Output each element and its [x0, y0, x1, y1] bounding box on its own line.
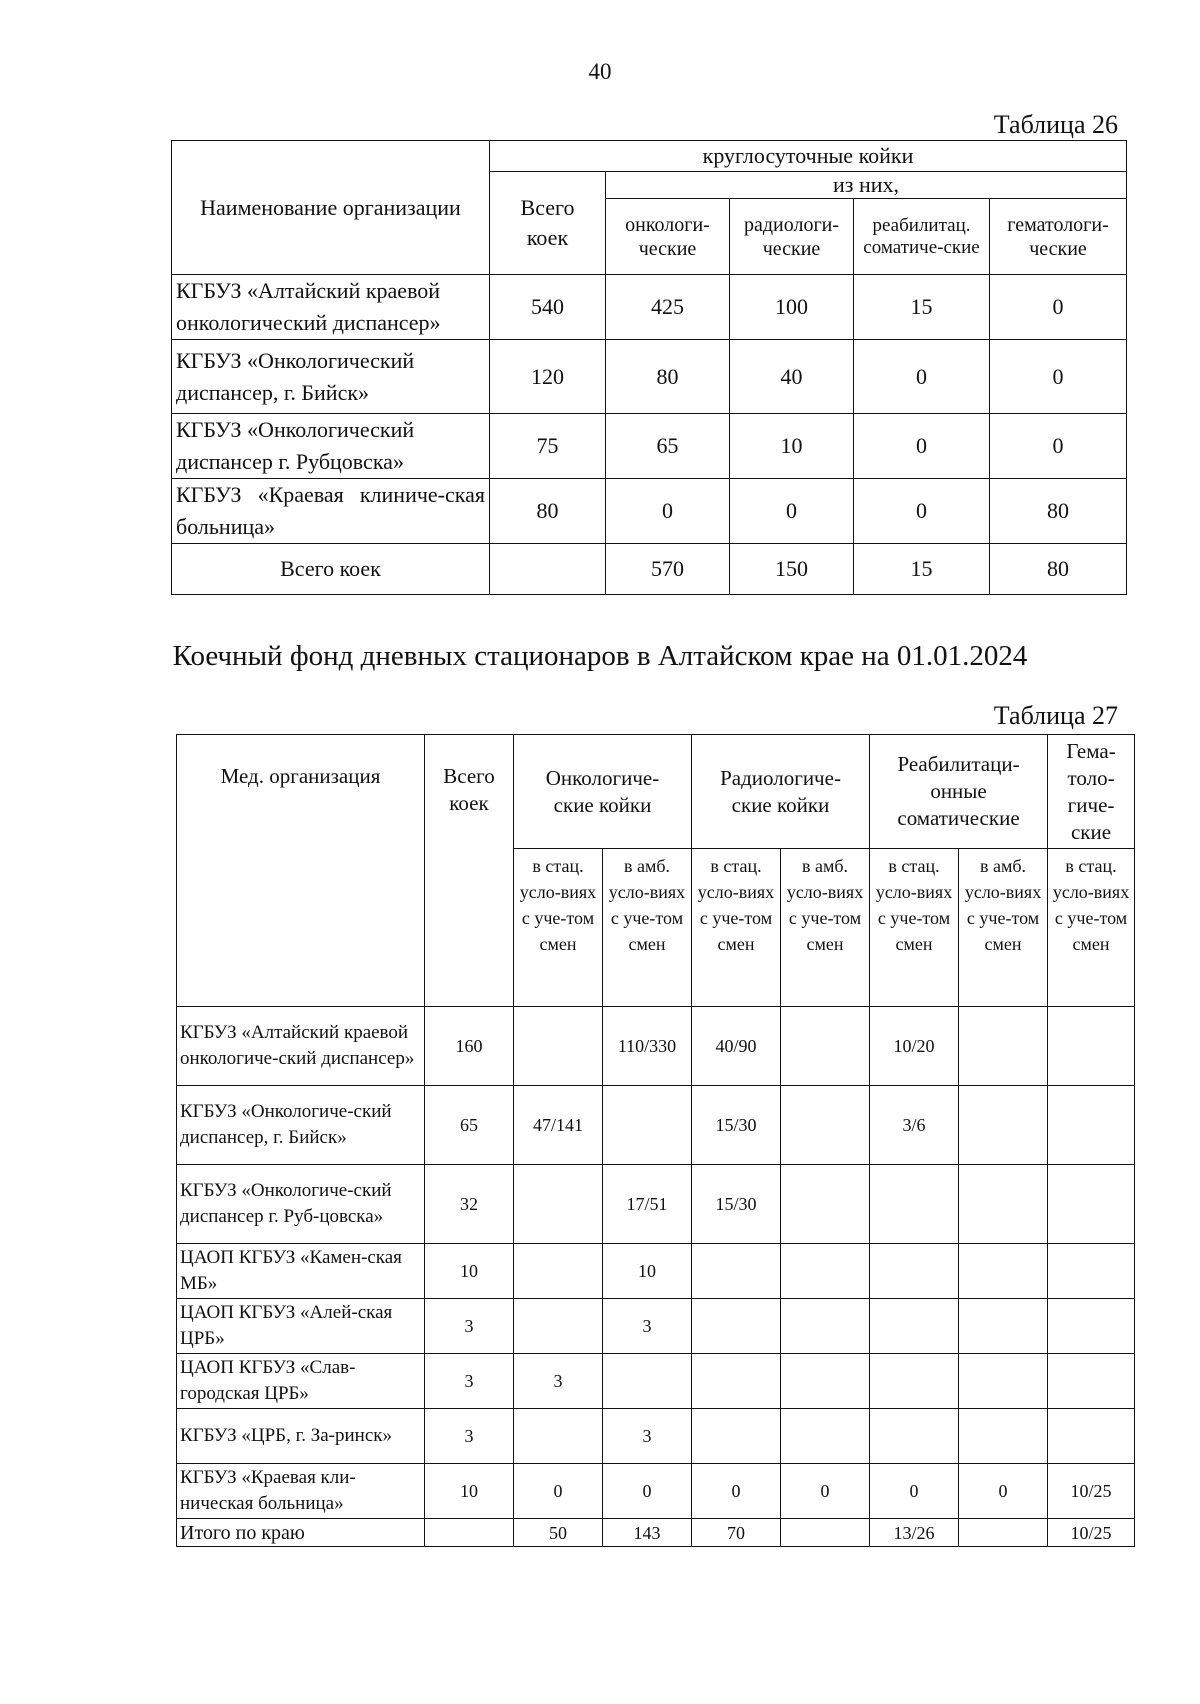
t27-cell	[514, 1007, 603, 1086]
t26-cell: 0	[990, 340, 1127, 414]
t26-cell: 425	[606, 275, 730, 340]
t27-cell: 3	[514, 1354, 603, 1409]
t26-header-total: Всего коек	[490, 172, 606, 275]
t27-cell: 10/25	[1048, 1519, 1135, 1547]
t27-cell: 40/90	[692, 1007, 781, 1086]
t26-header-rehab: реабилитац. соматиче-ские	[854, 199, 990, 275]
t27-cell	[514, 1244, 603, 1299]
t26-cell: 100	[730, 275, 854, 340]
table-row	[172, 340, 1127, 414]
t26-cell: 80	[490, 479, 606, 544]
table-row	[177, 1007, 1135, 1086]
t27-cell: 50	[514, 1519, 603, 1547]
t27-org-cell: КГБУЗ «Онкологиче-ский диспансер, г. Бийск»	[177, 1086, 425, 1165]
t26-cell: 0	[990, 275, 1127, 340]
t27-org-cell: КГБУЗ «Алтайский краевой онкологиче-ский диспансер»	[177, 1007, 425, 1086]
t27-org-cell: ЦАОП КГБУЗ «Камен-ская МБ»	[177, 1244, 425, 1299]
t27-cell	[959, 1299, 1048, 1354]
t27-cell	[870, 1409, 959, 1464]
t26-org-cell: КГБУЗ «Онкологический диспансер, г. Бийск»	[172, 340, 490, 414]
t27-org-cell: ЦАОП КГБУЗ «Слав-городская ЦРБ»	[177, 1354, 425, 1409]
table-row	[172, 414, 1127, 479]
table-27-caption: Таблица 27	[993, 701, 1118, 730]
t27-subheader-amb: в амб. усло-виях с уче-том смен	[959, 849, 1048, 1007]
t27-cell: 10/25	[1048, 1464, 1135, 1519]
t26-cell: 80	[990, 544, 1127, 595]
t27-cell	[959, 1165, 1048, 1244]
t26-header-radio: радиологи-ческие	[730, 199, 854, 275]
t27-cell	[692, 1409, 781, 1464]
t27-cell	[781, 1409, 870, 1464]
t27-org-cell: КГБУЗ «ЦРБ, г. За-ринск»	[177, 1409, 425, 1464]
t27-cell	[603, 1086, 692, 1165]
t27-subheader-stat: в стац. усло-виях с уче-том смен	[514, 849, 603, 1007]
t27-cell	[603, 1354, 692, 1409]
t26-org-cell: КГБУЗ «Онкологический диспансер г. Рубцовска»	[172, 414, 490, 479]
t26-cell: 80	[606, 340, 730, 414]
t26-cell: 0	[990, 414, 1127, 479]
table-27	[176, 734, 1135, 1547]
t27-cell: 70	[692, 1519, 781, 1547]
t26-cell: 540	[490, 275, 606, 340]
t27-cell	[425, 1519, 514, 1547]
t27-subheader-amb: в амб. усло-виях с уче-том смен	[781, 849, 870, 1007]
t27-cell	[1048, 1086, 1135, 1165]
t27-cell: 15/30	[692, 1086, 781, 1165]
t27-cell	[781, 1244, 870, 1299]
t27-header-rehab: Реабилитаци-онные соматические	[870, 735, 1048, 849]
t27-header-onco: Онкологиче-ские койки	[514, 735, 692, 849]
t26-cell: 15	[854, 544, 990, 595]
t27-cell	[1048, 1007, 1135, 1086]
t27-org-cell: КГБУЗ «Онкологиче-ский диспансер г. Руб-цовска»	[177, 1165, 425, 1244]
t27-cell: 0	[870, 1464, 959, 1519]
t27-cell	[1048, 1244, 1135, 1299]
t27-cell	[781, 1165, 870, 1244]
t27-cell: 10	[603, 1244, 692, 1299]
t27-cell	[514, 1299, 603, 1354]
t27-cell	[959, 1244, 1048, 1299]
t27-cell	[1048, 1409, 1135, 1464]
t27-subheader-stat: в стац. усло-виях с уче-том смен	[870, 849, 959, 1007]
t27-cell	[1048, 1165, 1135, 1244]
table-26-caption: Таблица 26	[993, 110, 1118, 139]
page-number: 40	[588, 59, 612, 84]
t27-cell	[959, 1409, 1048, 1464]
t27-cell: 160	[425, 1007, 514, 1086]
t27-org-cell: ЦАОП КГБУЗ «Алей-ская ЦРБ»	[177, 1299, 425, 1354]
t27-cell	[781, 1086, 870, 1165]
t26-cell	[490, 544, 606, 595]
t27-cell: 65	[425, 1086, 514, 1165]
table-row	[177, 1244, 1135, 1299]
t27-cell	[514, 1409, 603, 1464]
t27-cell: 0	[781, 1464, 870, 1519]
t27-cell	[870, 1244, 959, 1299]
table-row	[177, 1354, 1135, 1409]
t26-cell: 0	[730, 479, 854, 544]
t27-cell: 10	[425, 1244, 514, 1299]
t26-header-group: круглосуточные койки	[490, 141, 1127, 172]
t27-cell: 0	[514, 1464, 603, 1519]
t27-cell	[781, 1354, 870, 1409]
t27-org-cell: КГБУЗ «Краевая кли-ническая больница»	[177, 1464, 425, 1519]
t27-cell	[514, 1165, 603, 1244]
t27-cell	[959, 1519, 1048, 1547]
t26-cell: 10	[730, 414, 854, 479]
table-total-row	[172, 544, 1127, 595]
table-row	[177, 1086, 1135, 1165]
t26-header-onco: онкологи-ческие	[606, 199, 730, 275]
t27-cell: 13/26	[870, 1519, 959, 1547]
t27-cell: 3	[425, 1409, 514, 1464]
t27-cell	[1048, 1299, 1135, 1354]
t27-cell	[781, 1299, 870, 1354]
t26-cell: 0	[854, 340, 990, 414]
t26-cell: 0	[854, 479, 990, 544]
t27-cell	[870, 1165, 959, 1244]
t27-cell: 15/30	[692, 1165, 781, 1244]
t27-cell: 0	[692, 1464, 781, 1519]
table-26	[171, 140, 1127, 595]
t27-cell	[692, 1299, 781, 1354]
t27-cell: 47/141	[514, 1086, 603, 1165]
t26-header-org: Наименование организации	[172, 141, 490, 275]
t26-cell: 120	[490, 340, 606, 414]
t27-cell: 143	[603, 1519, 692, 1547]
t26-cell: 0	[606, 479, 730, 544]
t26-cell: 75	[490, 414, 606, 479]
table-27-title: Коечный фонд дневных стационаров в Алтайском крае на 01.01.2024	[172, 640, 1028, 672]
t27-cell: 0	[959, 1464, 1048, 1519]
t27-cell: 3	[603, 1299, 692, 1354]
t27-cell: 3	[425, 1354, 514, 1409]
table-row	[172, 275, 1127, 340]
t27-cell: 10/20	[870, 1007, 959, 1086]
t26-org-cell: КГБУЗ «Краевая клиниче-ская больница»	[172, 479, 490, 544]
t27-cell	[692, 1244, 781, 1299]
t27-cell	[692, 1354, 781, 1409]
t26-header-hemat: гематологи-ческие	[990, 199, 1127, 275]
t27-cell: 17/51	[603, 1165, 692, 1244]
t27-cell: 110/330	[603, 1007, 692, 1086]
t27-cell: 3	[425, 1299, 514, 1354]
t27-cell: 0	[603, 1464, 692, 1519]
t27-cell: 3	[603, 1409, 692, 1464]
table-total-row	[177, 1519, 1135, 1547]
t27-cell	[870, 1299, 959, 1354]
t26-cell: 150	[730, 544, 854, 595]
table-row	[177, 1165, 1135, 1244]
t27-subheader-stat: в стац. усло-виях с уче-том смен	[1048, 849, 1135, 1007]
t27-cell	[781, 1519, 870, 1547]
t27-cell	[959, 1086, 1048, 1165]
t27-cell	[959, 1007, 1048, 1086]
t26-total-label: Всего коек	[172, 544, 490, 595]
t26-cell: 40	[730, 340, 854, 414]
t27-header-radio: Радиологиче-ские койки	[692, 735, 870, 849]
t27-cell: 10	[425, 1464, 514, 1519]
table-row	[177, 1299, 1135, 1354]
t27-header-hemat: Гема-толо-гиче-ские	[1048, 735, 1135, 849]
t27-subheader-amb: в амб. усло-виях с уче-том смен	[603, 849, 692, 1007]
t26-org-cell: КГБУЗ «Алтайский краевой онкологический диспансер»	[172, 275, 490, 340]
t27-header-total: Всего коек	[425, 735, 514, 1007]
t27-cell: 32	[425, 1165, 514, 1244]
t26-cell: 570	[606, 544, 730, 595]
t27-cell	[870, 1354, 959, 1409]
t27-total-label: Итого по краю	[177, 1519, 425, 1547]
t27-header-org: Мед. организация	[177, 735, 425, 1007]
t26-cell: 65	[606, 414, 730, 479]
table-row	[177, 1464, 1135, 1519]
t27-cell: 3/6	[870, 1086, 959, 1165]
t27-cell	[781, 1007, 870, 1086]
t27-cell	[1048, 1354, 1135, 1409]
t26-cell: 80	[990, 479, 1127, 544]
t26-cell: 0	[854, 414, 990, 479]
t26-cell: 15	[854, 275, 990, 340]
table-row	[172, 479, 1127, 544]
t27-subheader-stat: в стац. усло-виях с уче-том смен	[692, 849, 781, 1007]
t26-header-of-them: из них,	[606, 172, 1127, 199]
t27-cell	[959, 1354, 1048, 1409]
table-row	[177, 1409, 1135, 1464]
